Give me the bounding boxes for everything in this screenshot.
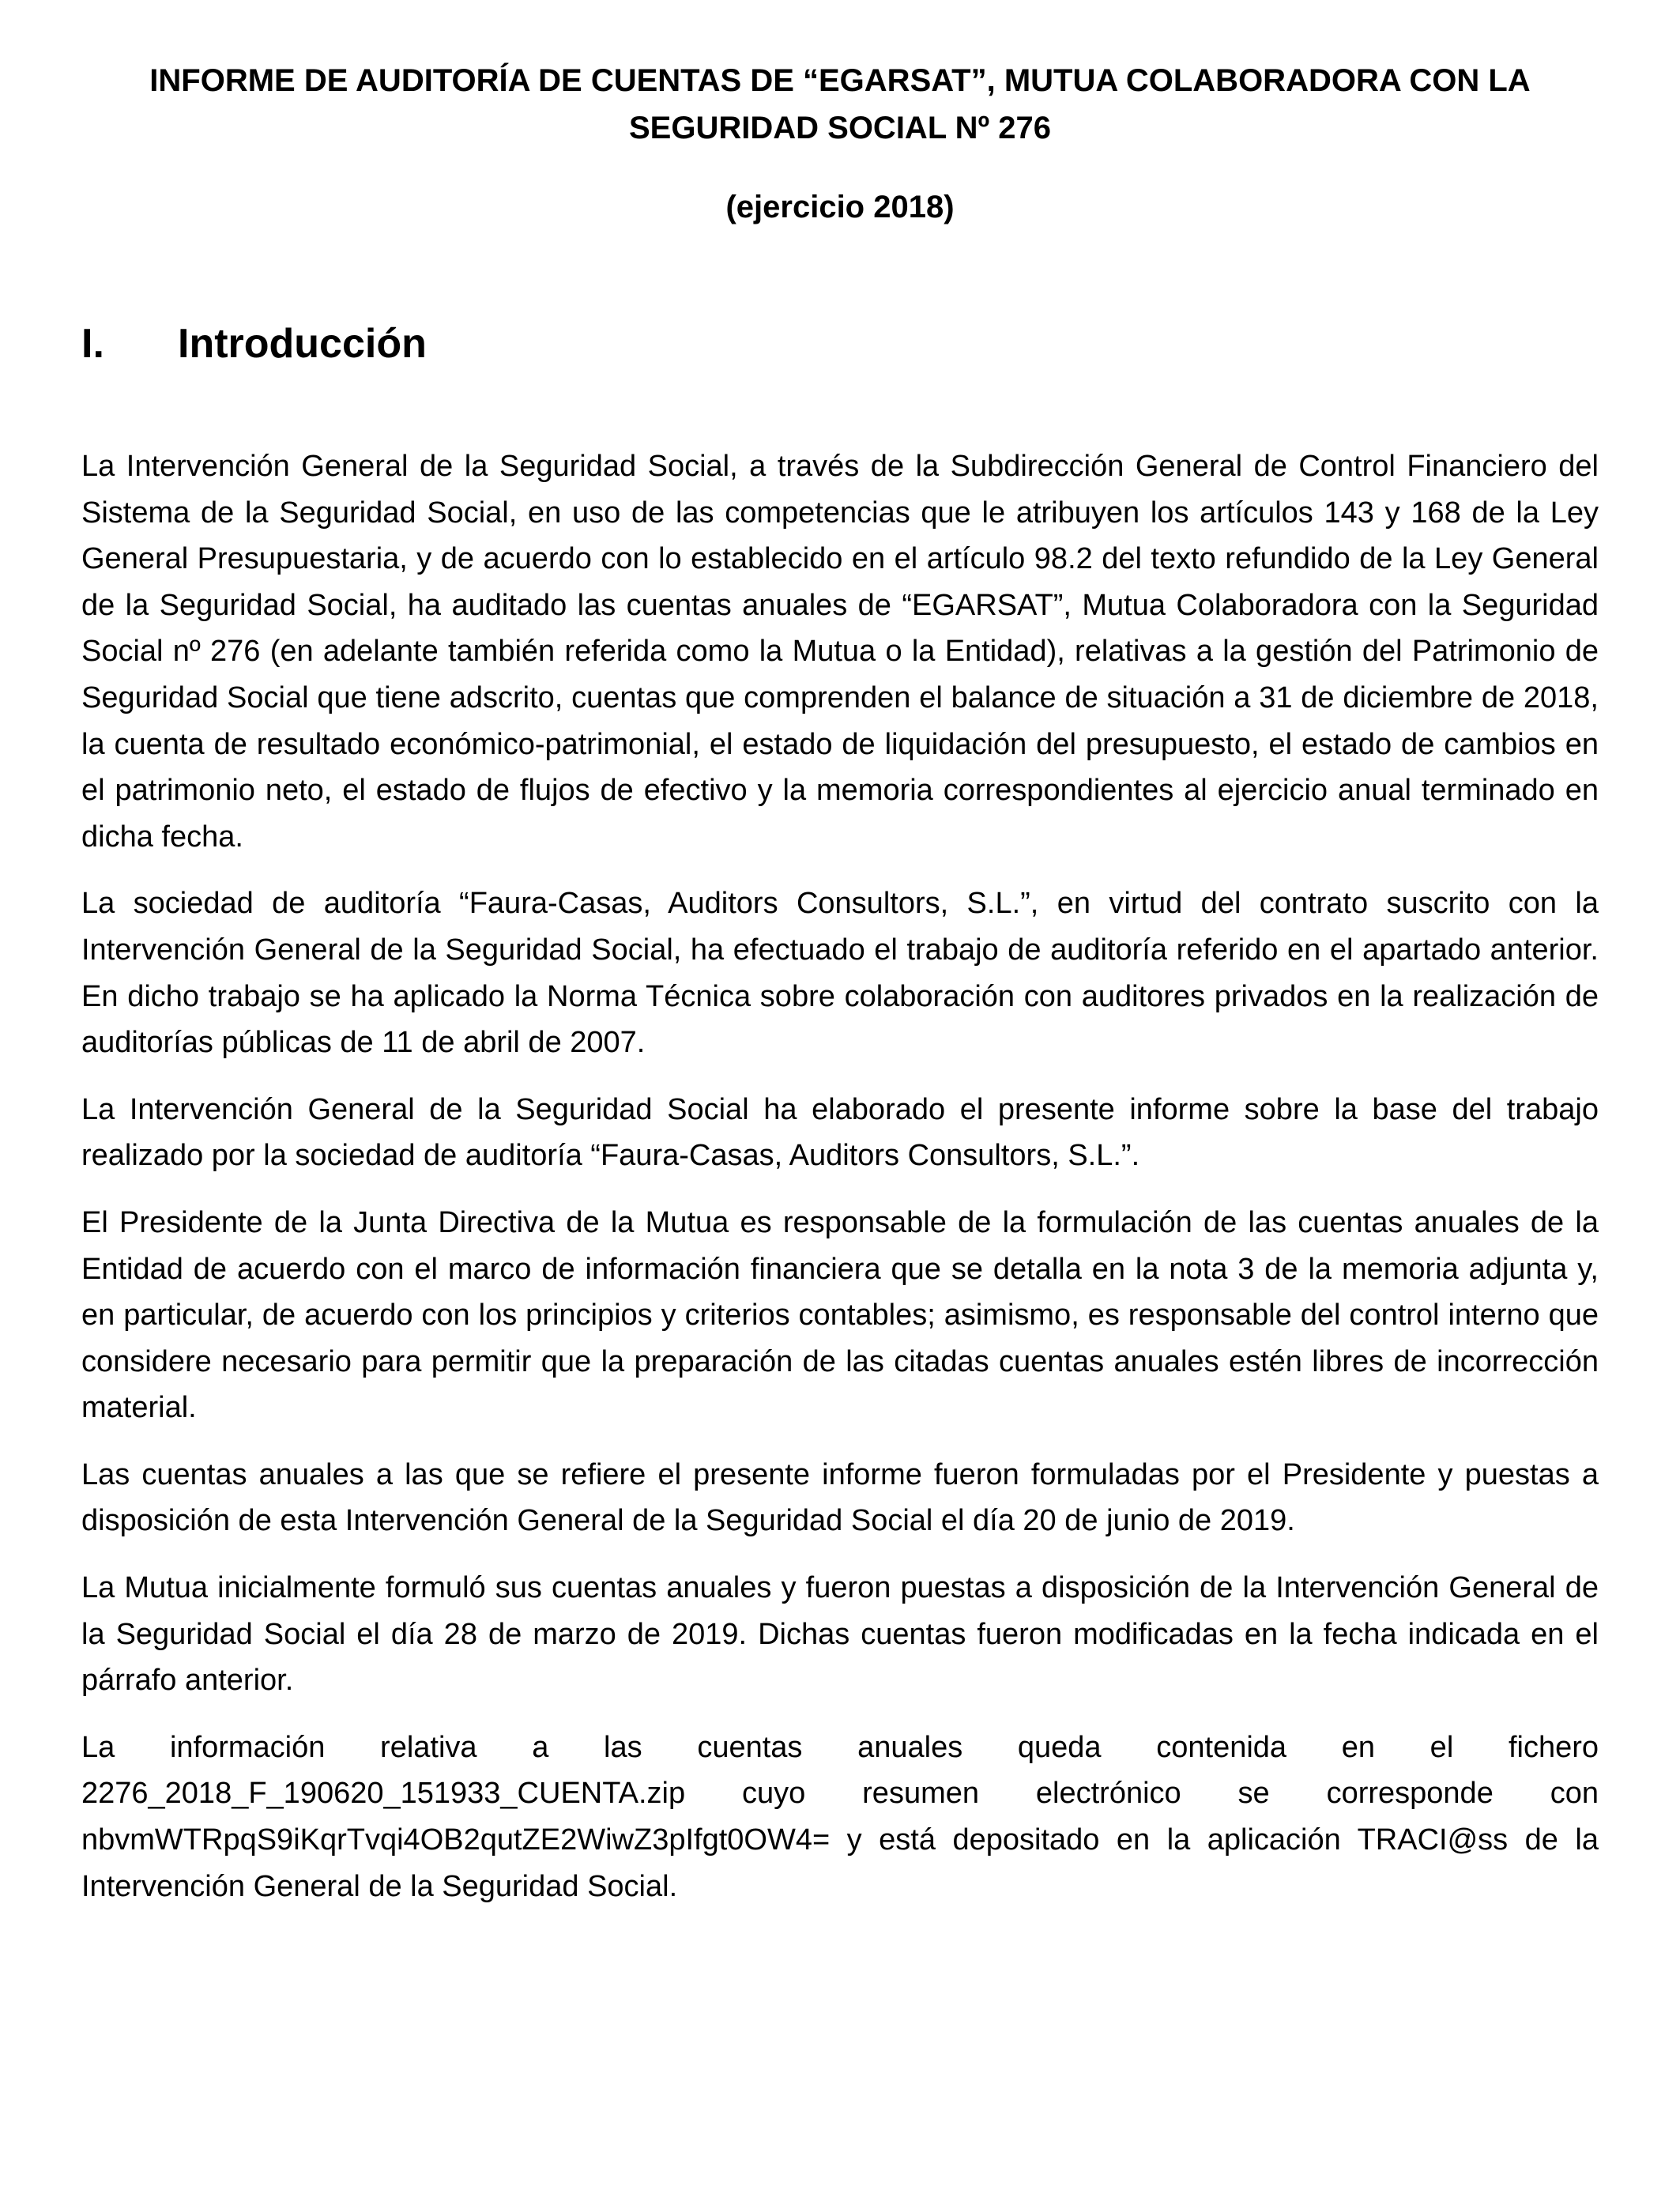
section-heading	[81, 316, 1599, 371]
paragraph: La Intervención General de la Seguridad Social ha elaborado el presente informe sobre la base del trabajo realizado por la sociedad de auditoría “Faura-Casas, Auditors Consultors, S.L.”.	[81, 1092, 1599, 1173]
paragraph: La sociedad de auditoría “Faura-Casas, Auditors Consultors, S.L.”, en virtud del contrato suscrito con la Intervención General de la Seguridad Social, ha efectuado el trabajo de auditoría referido en el apartado anterior. En dicho trabajo se ha aplicado la Norma Técnica sobre colaboración con auditores privados en la realización de auditorías públicas de 11 de abril de 2007.	[81, 887, 1599, 1060]
document-subtitle: (ejercicio 2018)	[725, 190, 955, 224]
section-title: Introducción	[178, 321, 427, 367]
paragraph: El Presidente de la Junta Directiva de la Mutua es responsable de la formulación de las cuentas anuales de la Entidad de acuerdo con el marco de información financiera que se detalla en la nota 3 de la memoria adjunta y, en particular, de acuerdo con los principios y criterios contables; asimismo, es responsable del control interno que considere necesario para permitir que la preparación de las citadas cuentas anuales estén libres de incorrección material.	[81, 1205, 1599, 1425]
section-number: I.	[81, 321, 104, 367]
body-text	[81, 443, 1599, 1930]
paragraph: La Mutua inicialmente formuló sus cuentas anuales y fueron puestas a disposición de la Intervención General de la Seguridad Social el día 28 de marzo de 2019. Dichas cuentas fueron modificadas en la fecha indicada en el párrafo anterior.	[81, 1571, 1599, 1698]
paragraph: La Intervención General de la Seguridad Social, a través de la Subdirección General de Control Financiero del Sistema de la Seguridad Social, en uso de las competencias que le atribuyen los artículos 143 y 168 de la Ley General Presupuestaria, y de acuerdo con lo establecido en el artículo 98.2 del texto refundido de la Ley General de la Seguridad Social, ha auditado las cuentas anuales de “EGARSAT”, Mutua Colaboradora con la Seguridad Social nº 276 (en adelante también referida como la Mutua o la Entidad), relativas a la gestión del Patrimonio de Seguridad Social que tiene adscrito, cuentas que comprenden el balance de situación a 31 de diciembre de 2018, la cuenta de resultado económico-patrimonial, el estado de liquidación del presupuesto, el estado de cambios en el patrimonio neto, el estado de flujos de efectivo y la memoria correspondientes al ejercicio anual terminado en dicha fecha.	[81, 450, 1599, 854]
document-title: INFORME DE AUDITORÍA DE CUENTAS DE “EGARSAT”, MUTUA COLABORADORA CON LA SEGURIDAD SOCIAL Nº 276	[149, 63, 1531, 145]
paragraph: Las cuentas anuales a las que se refiere el presente informe fueron formuladas por el Presidente y puestas a disposición de esta Intervención General de la Seguridad Social el día 20 de junio de 2019.	[81, 1457, 1599, 1538]
paragraph: La información relativa a las cuentas anuales queda contenida en el fichero 2276_2018_F_190620_151933_CUENTA.zip cuyo resumen electrónico se corresponde con nbvmWTRpqS9iKqrTvqi4OB2qutZE2WiwZ3pIfgt0OW4= y está depositado en la aplicación TRACI@ss de la Intervención General de la Seguridad Social.	[81, 1730, 1599, 1903]
